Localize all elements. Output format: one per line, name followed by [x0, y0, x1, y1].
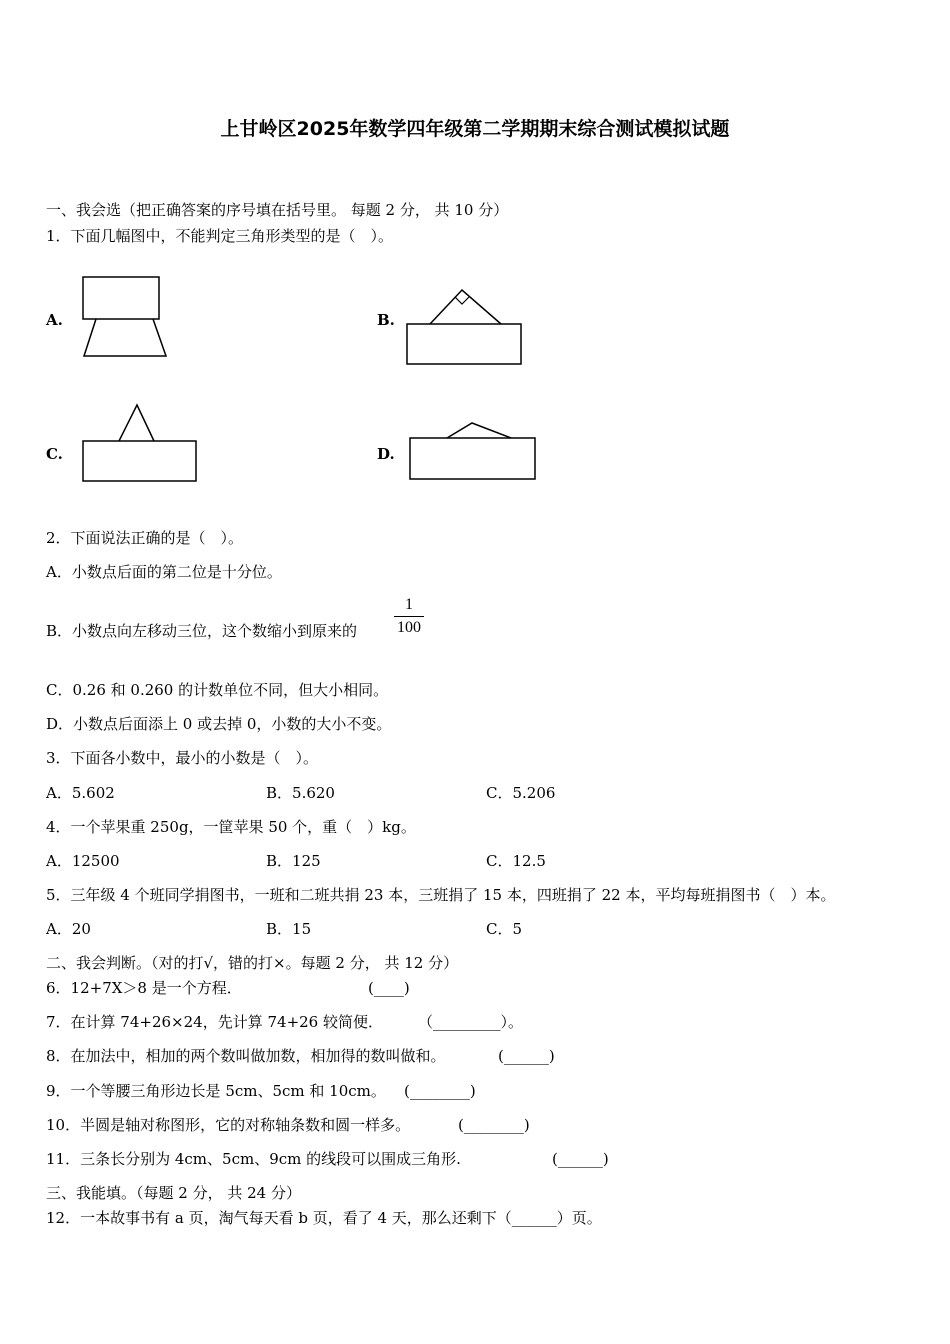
q5-option-c: C．5: [486, 920, 523, 938]
section-1-heading: 一、我会选（把正确答案的序号填在括号里。 每题 2 分， 共 10 分）: [46, 201, 509, 219]
q2-option-a: A．小数点后面的第二位是十分位。: [46, 563, 282, 581]
q5-option-a: A．20: [46, 920, 91, 938]
q2-option-b-fraction: [394, 596, 424, 637]
q5-option-b: B．15: [266, 920, 312, 938]
q1-figure-d: [402, 416, 542, 486]
section-2-heading: 二、我会判断。（对的打√，错的打×。每题 2 分， 共 12 分）: [46, 954, 459, 972]
fraction-numerator: 1: [405, 596, 413, 613]
q4-option-c: C．12.5: [486, 852, 546, 870]
q1-option-b-label: B.: [377, 311, 395, 329]
q4-option-a: A．12500: [46, 852, 120, 870]
q2-option-c: C．0.26 和 0.260 的计数单位不同，但大小相同。: [46, 681, 389, 699]
q1-option-d-label: D.: [377, 445, 395, 463]
question-8: 8．在加法中，相加的两个数叫做加数，相加得的数叫做和。: [46, 1047, 446, 1065]
q9-answer-blank: (________): [404, 1082, 476, 1100]
section-3-heading: 三、我能填。（每题 2 分， 共 24 分）: [46, 1184, 301, 1202]
question-3: 3．下面各小数中，最小的小数是（ ）。: [46, 749, 319, 767]
q1-option-a-label: A.: [46, 311, 63, 329]
question-10: 10．半圆是轴对称图形，它的对称轴条数和圆一样多。: [46, 1116, 411, 1134]
q1-figure-b: [400, 286, 528, 370]
q1-figure-c: [76, 400, 204, 488]
fraction-denominator: 100: [397, 619, 421, 636]
q3-option-b: B．5.620: [266, 784, 335, 802]
question-11: 11．三条长分别为 4cm、5cm、9cm 的线段可以围成三角形.: [46, 1150, 461, 1168]
q10-answer-blank: (________): [458, 1116, 530, 1134]
fraction-bar: [394, 616, 424, 617]
q1-figure-a: [76, 272, 172, 362]
q7-answer-blank: （_________）。: [418, 1013, 524, 1031]
question-4: 4．一个苹果重 250g，一筐苹果 50 个，重（ ）kg。: [46, 818, 416, 836]
question-9: 9．一个等腰三角形边长是 5cm、5cm 和 10cm。: [46, 1082, 386, 1100]
q8-answer-blank: (______): [498, 1047, 555, 1065]
page-title: 上甘岭区2025年数学四年级第二学期期末综合测试模拟试题: [220, 118, 730, 140]
question-7: 7．在计算 74+26×24，先计算 74+26 较简便．: [46, 1013, 383, 1031]
question-2: 2．下面说法正确的是（ ）。: [46, 529, 244, 547]
q2-option-b: B．小数点向左移动三位，这个数缩小到原来的: [46, 622, 358, 640]
question-1: 1．下面几幅图中，不能判定三角形类型的是（ ）。: [46, 227, 394, 245]
q1-option-c-label: C.: [46, 445, 63, 463]
q3-option-c: C．5.206: [486, 784, 556, 802]
question-6: 6．12+7X＞8 是一个方程．: [46, 979, 242, 997]
q11-answer-blank: (______): [552, 1150, 609, 1168]
q3-option-a: A．5.602: [46, 784, 115, 802]
q2-option-d: D．小数点后面添上 0 或去掉 0，小数的大小不变。: [46, 715, 392, 733]
question-12: 12．一本故事书有 a 页，淘气每天看 b 页，看了 4 天，那么还剩下（______）页。: [46, 1209, 602, 1227]
q4-option-b: B．125: [266, 852, 321, 870]
q6-answer-blank: (____): [368, 979, 410, 997]
question-5: 5．三年级 4 个班同学捐图书，一班和二班共捐 23 本，三班捐了 15 本，四班捐了 22 本，平均每班捐图书（ ）本。: [46, 886, 836, 904]
